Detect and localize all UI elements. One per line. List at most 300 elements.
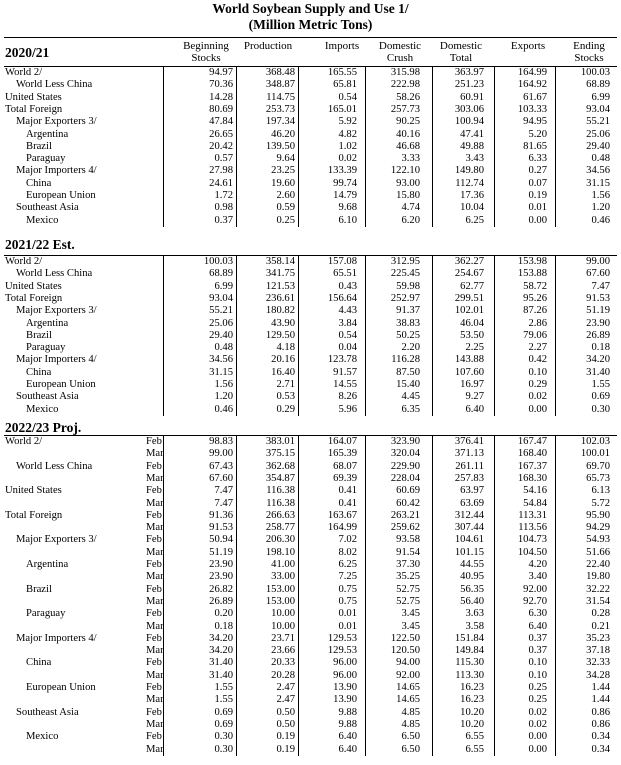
row-label: Brazil — [26, 329, 52, 341]
row-month: Feb — [146, 460, 162, 472]
cell-value: 180.82 — [265, 305, 295, 317]
table-row — [0, 391, 621, 403]
cell-value: 34.56 — [586, 165, 610, 177]
cell-value: 259.62 — [390, 522, 420, 534]
cell-value: 53.50 — [460, 329, 484, 341]
cell-value: 0.25 — [528, 694, 547, 706]
cell-value: 4.20 — [528, 559, 547, 570]
cell-value: 9.64 — [276, 153, 295, 165]
cell-value: 299.51 — [454, 292, 484, 304]
cell-value: 0.19 — [276, 731, 295, 743]
row-label: European Union — [26, 190, 96, 201]
cell-value: 168.40 — [517, 448, 547, 460]
cell-value: 303.06 — [454, 103, 484, 115]
cell-value: 3.33 — [401, 153, 420, 165]
cell-value: 13.90 — [333, 682, 357, 693]
table-row — [0, 621, 621, 633]
cell-value: 0.02 — [338, 153, 357, 165]
cell-value: 91.53 — [209, 522, 233, 534]
cell-value: 0.04 — [338, 342, 357, 354]
header-domestic-total: Domestic Total — [439, 40, 483, 64]
cell-value: 52.75 — [396, 595, 420, 607]
cell-value: 375.15 — [265, 448, 295, 460]
cell-value: 0.59 — [276, 202, 295, 214]
cell-value: 0.01 — [338, 608, 357, 620]
cell-value: 6.25 — [465, 214, 484, 226]
cell-value: 164.99 — [517, 67, 547, 78]
cell-value: 54.93 — [586, 534, 610, 546]
cell-value: 371.13 — [454, 448, 484, 460]
cell-value: 0.69 — [591, 391, 610, 403]
cell-value: 68.89 — [209, 268, 233, 280]
row-month: Mar — [146, 448, 164, 460]
cell-value: 22.40 — [586, 559, 610, 570]
table-row — [0, 645, 621, 657]
cell-value: 56.35 — [460, 583, 484, 595]
cell-value: 43.90 — [271, 317, 295, 329]
cell-value: 7.02 — [338, 534, 357, 546]
cell-value: 96.00 — [333, 669, 357, 681]
cell-value: 44.55 — [460, 559, 484, 570]
row-month: Feb — [146, 534, 162, 546]
cell-value: 0.25 — [276, 214, 295, 226]
table-row — [0, 379, 621, 391]
cell-value: 0.86 — [591, 718, 610, 730]
cell-value: 4.85 — [401, 718, 420, 730]
cell-value: 362.27 — [454, 256, 484, 267]
cell-value: 60.69 — [396, 485, 420, 497]
table-row — [0, 67, 621, 79]
cell-value: 0.57 — [214, 153, 233, 165]
cell-value: 1.44 — [591, 694, 610, 706]
cell-value: 5.96 — [338, 403, 357, 415]
row-label: China — [26, 657, 52, 669]
cell-value: 63.97 — [460, 485, 484, 497]
row-label: Mexico — [26, 214, 59, 226]
table-row — [0, 190, 621, 202]
row-month: Feb — [146, 608, 162, 620]
cell-value: 197.34 — [265, 116, 295, 128]
cell-value: 90.25 — [396, 116, 420, 128]
table-row — [0, 129, 621, 141]
row-label: Major Importers 4/ — [16, 632, 97, 644]
row-label: World 2/ — [5, 436, 43, 447]
cell-value: 81.65 — [523, 140, 547, 152]
cell-value: 38.83 — [396, 317, 420, 329]
table-row — [0, 92, 621, 104]
row-label: World 2/ — [5, 67, 43, 78]
cell-value: 0.54 — [338, 329, 357, 341]
row-month: Mar — [146, 645, 164, 657]
table-row — [0, 354, 621, 366]
header-imports: Imports — [324, 40, 360, 52]
cell-value: 94.97 — [209, 67, 233, 78]
cell-value: 93.04 — [586, 103, 610, 115]
cell-value: 261.11 — [455, 460, 484, 472]
row-label: Argentina — [26, 128, 69, 140]
cell-value: 0.19 — [528, 190, 547, 201]
cell-value: 0.37 — [528, 632, 547, 644]
cell-value: 52.75 — [396, 583, 420, 595]
cell-value: 0.50 — [276, 706, 295, 718]
cell-value: 1.02 — [338, 140, 357, 152]
cell-value: 114.75 — [266, 91, 295, 103]
cell-value: 2.47 — [276, 694, 295, 706]
cell-value: 122.50 — [390, 632, 420, 644]
cell-value: 95.26 — [523, 292, 547, 304]
cell-value: 68.07 — [333, 460, 357, 472]
cell-value: 113.30 — [455, 669, 484, 681]
row-label: United States — [5, 91, 62, 103]
cell-value: 24.61 — [209, 177, 233, 189]
cell-value: 70.36 — [209, 79, 233, 91]
cell-value: 56.40 — [460, 595, 484, 607]
row-label: Southeast Asia — [16, 202, 79, 214]
cell-value: 55.21 — [209, 305, 233, 317]
cell-value: 47.84 — [209, 116, 233, 128]
table-row — [0, 202, 621, 214]
table-row — [0, 281, 621, 293]
cell-value: 96.00 — [333, 657, 357, 669]
header-top-rule — [4, 37, 617, 38]
table-row — [0, 215, 621, 227]
cell-value: 69.39 — [333, 472, 357, 484]
table-row — [0, 473, 621, 485]
cell-value: 91.53 — [586, 292, 610, 304]
cell-value: 5.72 — [591, 497, 610, 509]
table-row — [0, 436, 621, 448]
row-month: Mar — [146, 669, 164, 681]
cell-value: 4.82 — [338, 128, 357, 140]
cell-value: 157.08 — [327, 256, 357, 267]
cell-value: 153.98 — [517, 256, 547, 267]
cell-value: 362.68 — [265, 460, 295, 472]
table-row — [0, 522, 621, 534]
cell-value: 2.47 — [276, 682, 295, 693]
cell-value: 23.25 — [271, 165, 295, 177]
row-label: United States — [5, 280, 62, 292]
section-title: 2020/21 — [5, 45, 50, 60]
cell-value: 3.84 — [338, 317, 357, 329]
cell-value: 55.21 — [586, 116, 610, 128]
row-label: Paraguay — [26, 608, 66, 620]
cell-value: 10.20 — [460, 706, 484, 718]
row-month: Feb — [146, 657, 162, 669]
cell-value: 51.19 — [586, 305, 610, 317]
cell-value: 198.10 — [265, 546, 295, 558]
cell-value: 0.00 — [528, 403, 547, 415]
cell-value: 113.56 — [518, 522, 547, 534]
cell-value: 0.00 — [528, 214, 547, 226]
cell-value: 4.74 — [401, 202, 420, 214]
cell-value: 51.66 — [586, 546, 610, 558]
row-label: Argentina — [26, 317, 69, 329]
cell-value: 3.58 — [465, 620, 484, 632]
cell-value: 87.26 — [523, 305, 547, 317]
cell-value: 15.40 — [396, 379, 420, 390]
cell-value: 225.45 — [390, 268, 420, 280]
table-row — [0, 682, 621, 694]
row-month: Feb — [146, 682, 162, 693]
row-month: Mar — [146, 743, 164, 755]
cell-value: 61.67 — [523, 91, 547, 103]
cell-value: 102.03 — [580, 436, 610, 447]
cell-value: 0.19 — [276, 743, 295, 755]
row-label: World 2/ — [5, 256, 43, 267]
table-row — [0, 116, 621, 128]
table-row — [0, 670, 621, 682]
cell-value: 7.25 — [338, 571, 357, 583]
cell-value: 312.44 — [454, 509, 484, 521]
cell-value: 29.40 — [586, 140, 610, 152]
cell-value: 2.27 — [528, 342, 547, 354]
cell-value: 165.55 — [327, 67, 357, 78]
row-month: Feb — [146, 632, 162, 644]
cell-value: 50.25 — [396, 329, 420, 341]
cell-value: 354.87 — [265, 472, 295, 484]
cell-value: 0.00 — [528, 731, 547, 743]
row-label: Total Foreign — [5, 292, 63, 304]
cell-value: 0.10 — [528, 657, 547, 669]
cell-value: 93.04 — [209, 292, 233, 304]
cell-value: 7.47 — [214, 485, 233, 497]
cell-value: 67.60 — [209, 472, 233, 484]
cell-value: 257.73 — [390, 103, 420, 115]
cell-value: 104.73 — [517, 534, 547, 546]
cell-value: 0.46 — [591, 214, 610, 226]
cell-value: 51.19 — [209, 546, 233, 558]
cell-value: 0.29 — [528, 379, 547, 390]
cell-value: 164.07 — [327, 436, 357, 447]
cell-value: 6.99 — [214, 280, 233, 292]
cell-value: 8.26 — [338, 391, 357, 403]
cell-value: 163.67 — [327, 509, 357, 521]
cell-value: 65.73 — [586, 472, 610, 484]
cell-value: 0.69 — [214, 718, 233, 730]
cell-value: 165.01 — [327, 103, 357, 115]
table-row — [0, 657, 621, 669]
cell-value: 34.20 — [209, 632, 233, 644]
cell-value: 10.20 — [460, 718, 484, 730]
cell-value: 9.68 — [338, 202, 357, 214]
cell-value: 123.78 — [327, 354, 357, 366]
cell-value: 0.27 — [528, 165, 547, 177]
cell-value: 14.28 — [209, 91, 233, 103]
cell-value: 20.42 — [209, 140, 233, 152]
cell-value: 129.50 — [265, 329, 295, 341]
cell-value: 6.25 — [338, 559, 357, 570]
cell-value: 363.97 — [454, 67, 484, 78]
cell-value: 92.70 — [523, 595, 547, 607]
cell-value: 252.97 — [390, 292, 420, 304]
row-month: Feb — [146, 731, 162, 743]
cell-value: 67.43 — [209, 460, 233, 472]
row-month: Mar — [146, 546, 164, 558]
header-domestic-crush: Domestic Crush — [378, 40, 422, 64]
cell-value: 4.45 — [401, 391, 420, 403]
cell-value: 122.10 — [390, 165, 420, 177]
cell-value: 383.01 — [265, 436, 295, 447]
cell-value: 100.03 — [580, 67, 610, 78]
row-label: Total Foreign — [5, 509, 63, 521]
table-row — [0, 367, 621, 379]
cell-value: 0.01 — [338, 620, 357, 632]
table-row — [0, 318, 621, 330]
cell-value: 6.55 — [465, 731, 484, 743]
cell-value: 14.65 — [396, 694, 420, 706]
cell-value: 31.40 — [209, 669, 233, 681]
cell-value: 87.50 — [396, 366, 420, 378]
cell-value: 93.58 — [396, 534, 420, 546]
cell-value: 80.69 — [209, 103, 233, 115]
cell-value: 23.90 — [209, 559, 233, 570]
table-row — [0, 256, 621, 268]
row-label: European Union — [26, 379, 96, 390]
cell-value: 228.04 — [390, 472, 420, 484]
row-label: World Less China — [16, 79, 93, 91]
row-month: Mar — [146, 718, 164, 730]
cell-value: 5.92 — [338, 116, 357, 128]
cell-value: 103.33 — [517, 103, 547, 115]
cell-value: 100.01 — [580, 448, 610, 460]
cell-value: 0.98 — [214, 202, 233, 214]
cell-value: 0.02 — [528, 706, 547, 718]
cell-value: 0.07 — [528, 177, 547, 189]
cell-value: 0.30 — [214, 731, 233, 743]
cell-value: 94.00 — [396, 657, 420, 669]
table-row — [0, 268, 621, 280]
cell-value: 2.71 — [276, 379, 295, 390]
cell-value: 0.69 — [214, 706, 233, 718]
cell-value: 151.84 — [454, 632, 484, 644]
row-label: Major Importers 4/ — [16, 354, 97, 366]
cell-value: 41.00 — [271, 559, 295, 570]
cell-value: 112.74 — [455, 177, 484, 189]
cell-value: 1.55 — [214, 682, 233, 693]
cell-value: 1.72 — [214, 190, 233, 201]
header-exports: Exports — [510, 40, 546, 52]
cell-value: 47.41 — [460, 128, 484, 140]
row-label: China — [26, 366, 52, 378]
row-month: Mar — [146, 694, 164, 706]
cell-value: 133.39 — [327, 165, 357, 177]
row-month: Mar — [146, 522, 164, 534]
cell-value: 50.94 — [209, 534, 233, 546]
cell-value: 1.55 — [214, 694, 233, 706]
cell-value: 20.28 — [271, 669, 295, 681]
table-row — [0, 633, 621, 645]
cell-value: 0.10 — [528, 366, 547, 378]
cell-value: 6.13 — [591, 485, 610, 497]
cell-value: 31.54 — [586, 595, 610, 607]
cell-value: 20.16 — [271, 354, 295, 366]
cell-value: 26.89 — [586, 329, 610, 341]
cell-value: 9.27 — [465, 391, 484, 403]
cell-value: 34.20 — [209, 645, 233, 657]
cell-value: 368.48 — [265, 67, 295, 78]
table-row — [0, 584, 621, 596]
row-label: Major Exporters 3/ — [16, 305, 97, 317]
header-ending-stocks: Ending Stocks — [573, 40, 605, 64]
cell-value: 115.30 — [455, 657, 484, 669]
cell-value: 31.40 — [586, 366, 610, 378]
cell-value: 167.37 — [517, 460, 547, 472]
cell-value: 6.50 — [401, 731, 420, 743]
cell-value: 91.36 — [209, 509, 233, 521]
cell-value: 0.48 — [214, 342, 233, 354]
cell-value: 168.30 — [517, 472, 547, 484]
cell-value: 4.43 — [338, 305, 357, 317]
cell-value: 40.95 — [460, 571, 484, 583]
section-title: 2021/22 Est. — [5, 237, 75, 252]
cell-value: 129.53 — [327, 645, 357, 657]
row-month: Mar — [146, 497, 164, 509]
cell-value: 2.20 — [401, 342, 420, 354]
table-row — [0, 498, 621, 510]
cell-value: 229.90 — [390, 460, 420, 472]
table-row — [0, 510, 621, 522]
row-label: China — [26, 177, 52, 189]
table-row — [0, 104, 621, 116]
table-row — [0, 596, 621, 608]
table-row — [0, 293, 621, 305]
cell-value: 1.44 — [591, 682, 610, 693]
cell-value: 10.00 — [271, 620, 295, 632]
row-label: Total Foreign — [5, 103, 63, 115]
row-month: Mar — [146, 620, 164, 632]
row-label: Brazil — [26, 140, 52, 152]
cell-value: 139.50 — [265, 140, 295, 152]
cell-value: 113.31 — [518, 509, 547, 521]
cell-value: 153.00 — [265, 583, 295, 595]
cell-value: 0.53 — [276, 391, 295, 403]
cell-value: 102.01 — [454, 305, 484, 317]
cell-value: 0.41 — [338, 497, 357, 509]
cell-value: 0.29 — [276, 403, 295, 415]
cell-value: 63.69 — [460, 497, 484, 509]
cell-value: 312.95 — [390, 256, 420, 267]
cell-value: 62.77 — [460, 280, 484, 292]
cell-value: 54.84 — [523, 497, 547, 509]
cell-value: 376.41 — [454, 436, 484, 447]
cell-value: 19.80 — [586, 571, 610, 583]
cell-value: 0.48 — [591, 153, 610, 165]
cell-value: 16.23 — [460, 682, 484, 693]
table-row — [0, 141, 621, 153]
row-label: Southeast Asia — [16, 391, 79, 403]
cell-value: 315.98 — [390, 67, 420, 78]
table-row — [0, 744, 621, 756]
cell-value: 6.55 — [465, 743, 484, 755]
cell-value: 17.36 — [460, 190, 484, 201]
cell-value: 0.37 — [528, 645, 547, 657]
cell-value: 164.92 — [517, 79, 547, 91]
cell-value: 68.89 — [586, 79, 610, 91]
cell-value: 1.56 — [214, 379, 233, 390]
cell-value: 0.28 — [591, 608, 610, 620]
cell-value: 99.74 — [333, 177, 357, 189]
cell-value: 0.42 — [528, 354, 547, 366]
cell-value: 0.02 — [528, 391, 547, 403]
cell-value: 31.40 — [209, 657, 233, 669]
cell-value: 25.06 — [209, 317, 233, 329]
cell-value: 0.41 — [338, 485, 357, 497]
cell-value: 0.43 — [338, 280, 357, 292]
cell-value: 31.15 — [209, 366, 233, 378]
row-month: Feb — [146, 583, 162, 595]
cell-value: 60.42 — [396, 497, 420, 509]
cell-value: 26.65 — [209, 128, 233, 140]
